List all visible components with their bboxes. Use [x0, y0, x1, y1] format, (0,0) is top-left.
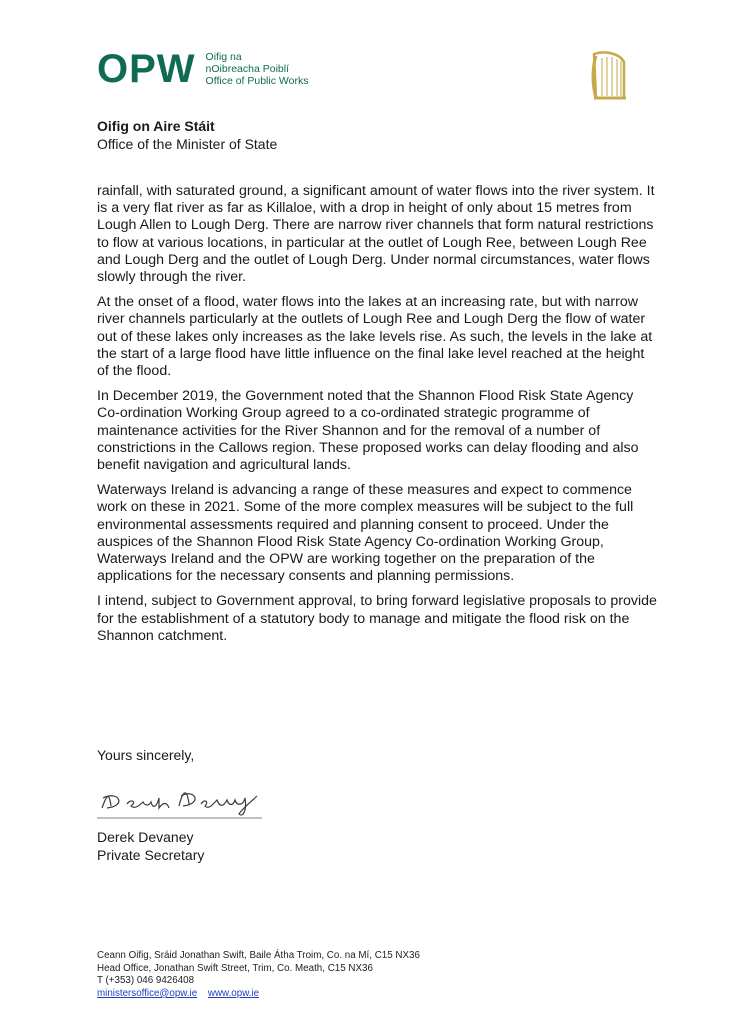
email-link[interactable]: ministersoffice@opw.ie	[97, 987, 198, 999]
website-link[interactable]: www.opw.ie	[207, 987, 260, 999]
footer	[97, 950, 420, 1000]
logo-mark: OPW	[97, 47, 196, 91]
footer-address-irish: Ceann Oifig, Sráid Jonathan Swift, Baile Átha Troim, Co. na Mí, C15 NX36	[97, 950, 420, 961]
closing: Yours sincerely,	[97, 747, 195, 763]
letter-body	[97, 183, 657, 653]
paragraph: rainfall, with saturated ground, a significant amount of water flows into the river system. It is a very flat river as far as Killaloe, with a drop in height of only about 15 metres from Lough Allen to Lough Derg. There are narrow river channels that form natural restrictions to flow at various locations, in particular at the outlet of Lough Ree, between Lough Ree and Lough Derg and the outlet of Lough Derg. Under normal circumstances, water flows slowly through the river.	[97, 183, 655, 286]
logo-line: Office of Public Works	[205, 75, 309, 87]
paragraph: In December 2019, the Government noted that the Shannon Flood Risk State Agency Co-ordination Working Group agreed to a co-ordinated strategic programme of maintenance activities for the River Shannon and for the removal of a number of constrictions in the Callows region. These proposed works can delay flooding and also benefit navigation and agricultural lands.	[97, 388, 639, 474]
office-name-irish: Oifig on Aire Stáit	[97, 118, 215, 134]
signature-image	[97, 776, 267, 822]
harp-emblem-icon	[584, 48, 632, 104]
logo-line: Oifig na	[205, 51, 242, 63]
footer-links	[97, 988, 420, 1001]
office-name-english: Office of the Minister of State	[97, 136, 278, 152]
signer-block	[97, 828, 204, 864]
opw-logo	[97, 47, 308, 91]
signer-title: Private Secretary	[97, 847, 205, 863]
footer-phone: T (+353) 046 9426408	[97, 975, 195, 987]
logo-text	[206, 51, 309, 87]
paragraph: At the onset of a flood, water flows into the lakes at an increasing rate, but with narrow river channels particularly at the outlets of Lough Ree and Lough Derg the flow of water out of these lakes only increases as the lake levels rise. As such, the levels in the lake at the start of a large flood have little influence on the final lake level reached at the height of the flood.	[97, 294, 653, 380]
office-heading	[97, 117, 277, 153]
paragraph: Waterways Ireland is advancing a range of these measures and expect to commence work on these in 2021. Some of the more complex measures will be subject to the full environmental assessments required and planning consent to proceed. Under the auspices of the Shannon Flood Risk State Agency Co-ordination Working Group, Waterways Ireland and the OPW are working together on the preparation of the applications for the necessary consents and planning permissions.	[97, 482, 634, 585]
footer-address-english: Head Office, Jonathan Swift Street, Trim, Co. Meath, C15 NX36	[97, 962, 373, 974]
signer-name: Derek Devaney	[97, 829, 194, 845]
paragraph: I intend, subject to Government approval, to bring forward legislative proposals to provide for the establishment of a statutory body to manage and mitigate the flood risk on the Shannon catchment.	[97, 593, 657, 644]
logo-line: nOibreacha Poiblí	[205, 63, 290, 75]
